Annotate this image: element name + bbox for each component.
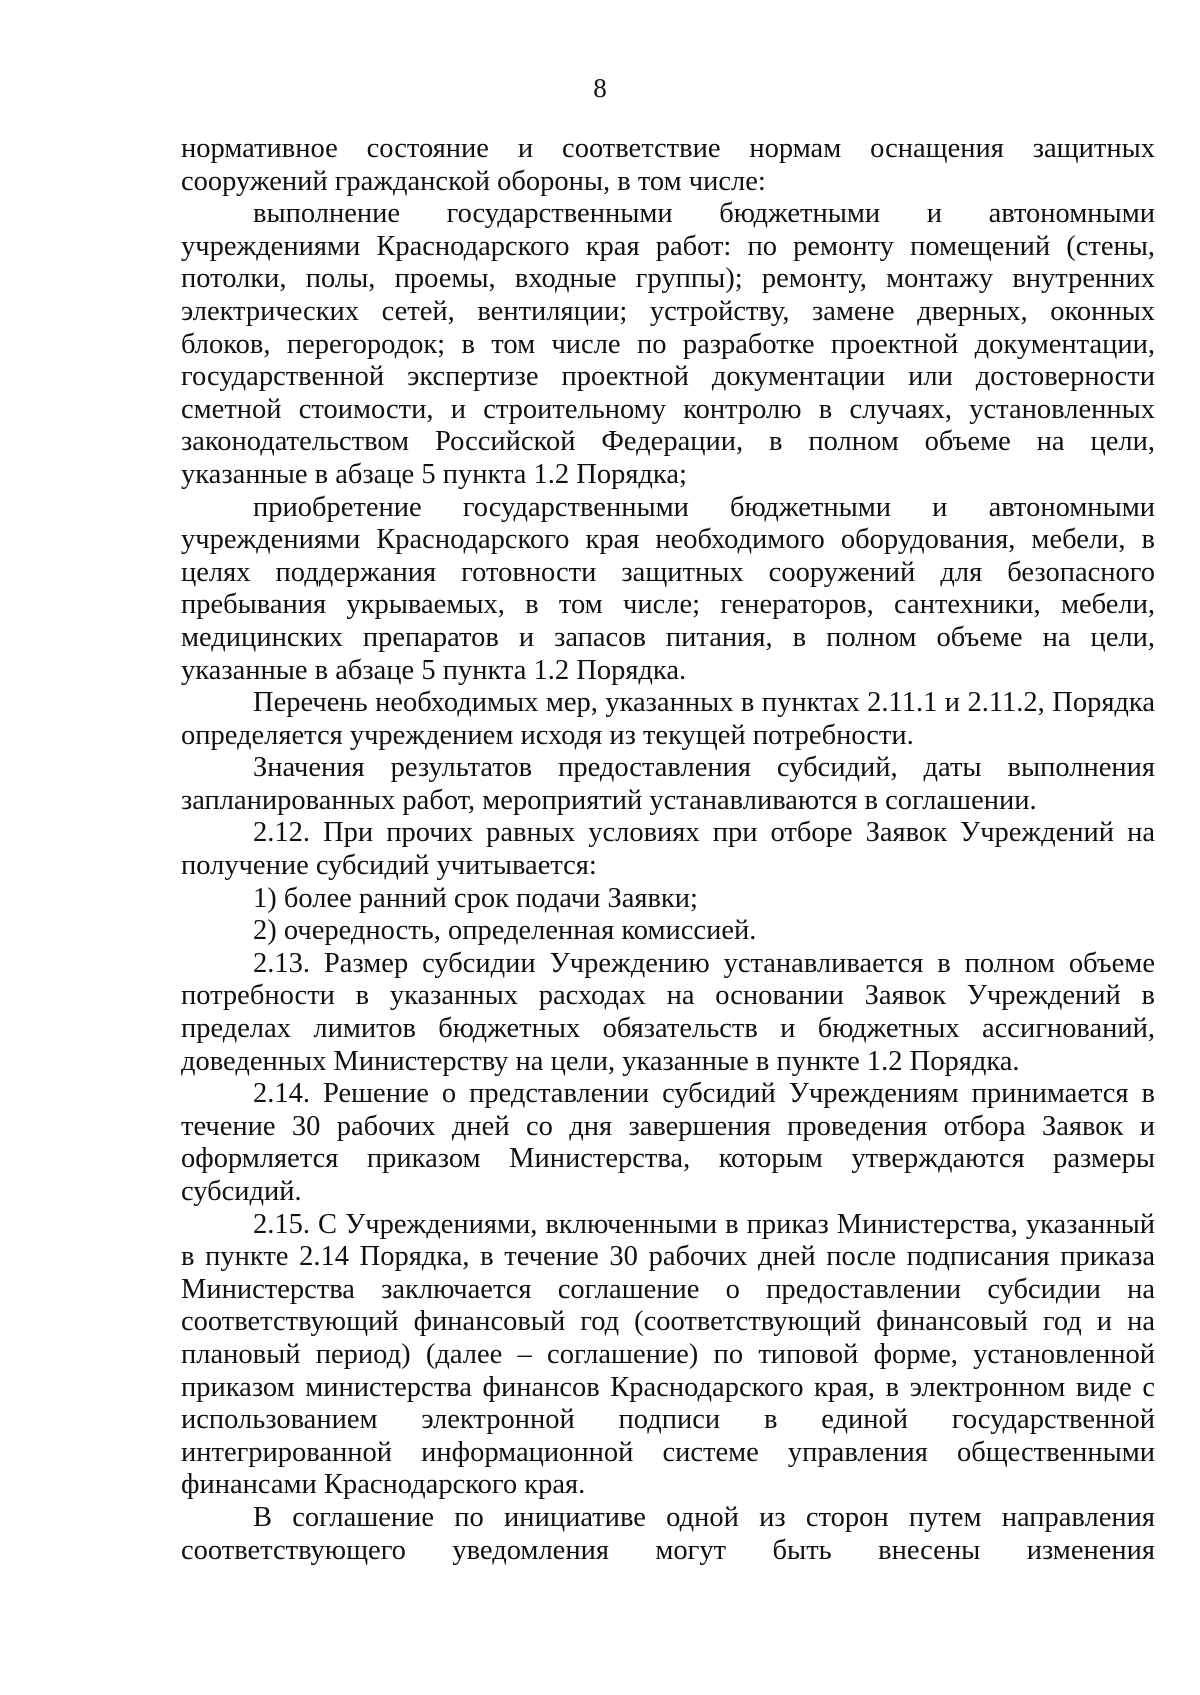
paragraph-2: выполнение государственными бюджетными и автономными учреждениями Краснодарского края работ: по ремонту помещений (стены, потолки, полы, проемы, входные группы); ремонту, монтажу внутренних электрических сетей, вентиляции; устройству, замене дверных, оконных блоков, перегородок; в том числе по разработке проектной документации, государственной экспертизе проектной документации или достоверности сметной стоимости, и строительному контролю в случаях, установленных законодательством Российской Федерации, в полном объеме на цели, указанные в абзаце 5 пункта 1.2 Порядка;: [181, 198, 1155, 490]
page-number: 8: [593, 73, 607, 103]
paragraph-12: В соглашение по инициативе одной из сторон путем направления соответствующего уведомления могут быть внесены изменения: [181, 1501, 1155, 1566]
paragraph-1: нормативное состояние и соответствие нормам оснащения защитных сооружений гражданской обороны, в том числе:: [181, 133, 1155, 197]
paragraph-3: приобретение государственными бюджетными и автономными учреждениями Краснодарского края необходимого оборудования, мебели, в целях поддержания готовности защитных сооружений для безопасного пребывания укрываемых, в том числе; генераторов, сантехники, мебели, медицинских препаратов и запасов питания, в полном объеме на цели, указанные в абзаце 5 пункта 1.2 Порядка.: [181, 491, 1155, 686]
paragraph-10: 2.14. Решение о представлении субсидий Учреждениям принимается в течение 30 рабочих дней со дня завершения проведения отбора Заявок и оформляется приказом Министерства, которым утверждаются размеры субсидий.: [181, 1078, 1155, 1207]
paragraph-6: 2.12. При прочих равных условиях при отборе Заявок Учреждений на получение субсидий учитывается:: [181, 817, 1155, 882]
paragraph-8: 2) очередность, определенная комиссией.: [253, 915, 757, 947]
paragraph-4: Перечень необходимых мер, указанных в пунктах 2.11.1 и 2.11.2, Порядка определяется учреждением исходя из текущей потребности.: [181, 687, 1155, 751]
paragraph-9: 2.13. Размер субсидии Учреждению устанавливается в полном объеме потребности в указанных расходах на основании Заявок Учреждений в пределах лимитов бюджетных обязательств и бюджетных ассигнований, доведенных Министерству на цели, указанные в пункте 1.2 Порядка.: [181, 947, 1155, 1077]
paragraph-7: 1) более ранний срок подачи Заявки;: [253, 882, 698, 914]
paragraph-11: 2.15. С Учреждениями, включенными в приказ Министерства, указанный в пункте 2.14 Порядка, в течение 30 рабочих дней после подписания приказа Министерства заключается соглашение о предоставлении субсидии на соответствующий финансовый год (соответствующий финансовый год и на плановый период) (далее – соглашение) по типовой форме, установленной приказом министерства финансов Краснодарского края, в электронном виде с использованием электронной подписи в единой государственной интегрированной информационной системе управления общественными финансами Краснодарского края.: [181, 1208, 1155, 1501]
paragraph-5: Значения результатов предоставления субсидий, даты выполнения запланированных работ, мероприятий устанавливаются в соглашении.: [181, 752, 1155, 816]
document-body: [181, 133, 1155, 1567]
